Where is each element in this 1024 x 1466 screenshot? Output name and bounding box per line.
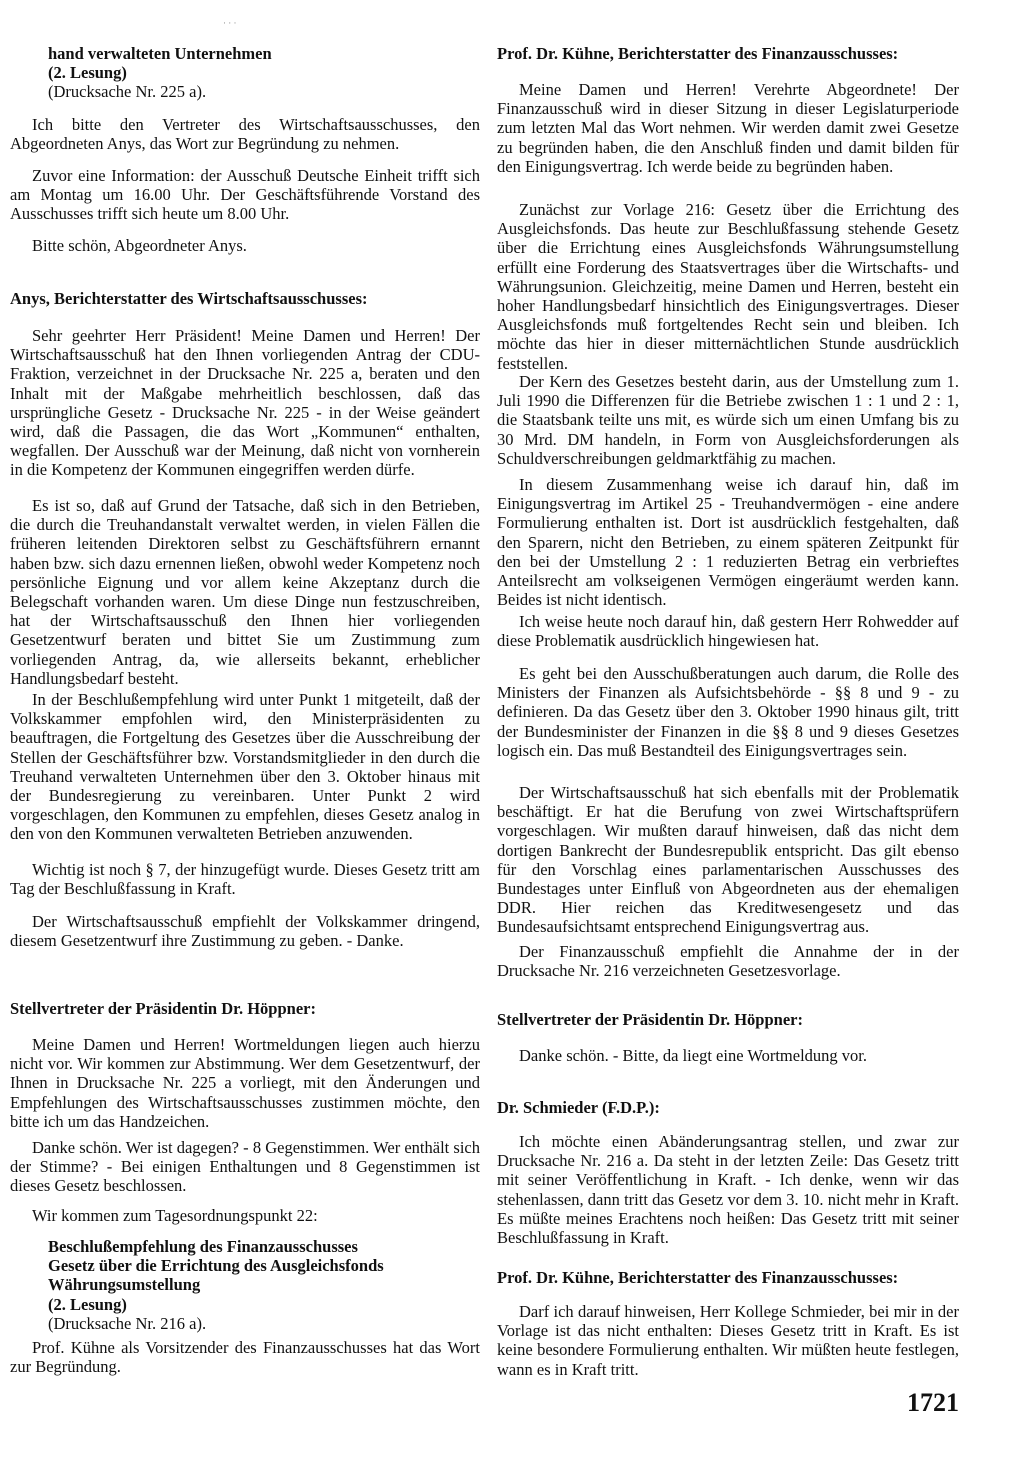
item-b-line-1: Beschlußempfehlung des Finanzausschusses [48, 1237, 358, 1256]
speaker-heading: Dr. Schmieder (F.D.P.): [497, 1098, 660, 1117]
paragraph: In diesem Zusammenhang weise ich darauf hin, daß im Einigungsvertrag im Artikel 25 - Treuhandvermögen - eine andere Formulierung enthalten ist. Dort ist ausdrücklich festgehalten, daß den Sparern, nicht den Betrieben, zu einem späteren Zeitpunkt für den bei der Umstellung 2 : 1 reduzierten Betrag ein verbrieftes Anteilsrecht am volkseigenen Vermögen eingeräumt werden kann. Beides ist nicht identisch. [497, 475, 959, 610]
agenda-item-b [10, 1237, 518, 1333]
page-number: 1721 [907, 1388, 959, 1417]
paragraph: Der Wirtschaftsausschuß hat sich ebenfalls mit der Problematik beschäftigt. Er hat die Berufung von zwei Wirtschaftsprüfern vorgeschlagen. Wir mußten darauf hinweisen, daß das nicht dem dortigen Bankrecht der Bundesrepublik entspricht. Das gilt ebenso für den Vorschlag eines parlamentarischen Ausschusses des Bundestages unter Einfluß von Abgeordneten aus der ehemaligen DDR. Hier reichen das Kreditwesengesetz und das Bundesaufsichtsamt entsprechend Einigungsvertrag aus. [497, 783, 959, 937]
paragraph: Danke schön. Wer ist dagegen? - 8 Gegenstimmen. Wer enthält sich der Stimme? - Bei einigen Enthaltungen und 8 Gegenstimmen ist dieses Gesetz beschlossen. [10, 1138, 480, 1196]
paragraph: Der Finanzausschuß empfiehlt die Annahme der in der Drucksache Nr. 216 verzeichneten Gesetzesvorlage. [497, 942, 959, 981]
item-b-line-2: Gesetz über die Errichtung des Ausgleichsfonds [48, 1256, 384, 1276]
paragraph: Ich möchte einen Abänderungsantrag stellen, und zwar zur Drucksache Nr. 216 a. Da steht in der letzten Zeile: Das Gesetz tritt mit seiner Veröffentlichung in Kraft. - Ich denke, wenn wir das stehenlassen, dann tritt das Gesetz vor dem 3. 10. nicht mehr in Kraft. Es müßte meines Erachtens noch heißen: Das Gesetz tritt mit seiner Beschlußfassung in Kraft. [497, 1132, 959, 1248]
agenda-item-a [10, 44, 518, 102]
paragraph: Sehr geehrter Herr Präsident! Meine Damen und Herren! Der Wirtschaftsausschuß hat den Ihnen vorliegenden Antrag der CDU-Fraktion, verzeichnet in der Drucksache Nr. 225 a, beraten und den Inhalt mit der Maßgabe mehrheitlich beschlossen, daß das ursprüngliche Gesetz - Drucksache Nr. 225 - in der Weise geändert wird, daß die Passagen, die das Wort „Kommunen“ enthalten, wegfallen. Der Ausschuß war der Meinung, daß nicht von vornherein in die Kompetenz der Kommunen eingegriffen werden dürfe. [10, 326, 480, 480]
paragraph: Der Kern des Gesetzes besteht darin, aus der Umstellung zum 1. Juli 1990 die Differenzen für die Betriebe zwischen 1 : 1 und 2 : 1, die Staatsbank teilte uns mit, es würde sich um einen Umfang bis zu 30 Mrd. DM handeln, in Form von Ausgleichsforderungen als Schuldverschreibungen geldmarktfähig zu machen. [497, 372, 959, 468]
paragraph: Meine Damen und Herren! Verehrte Abgeordnete! Der Finanzausschuß wird in dieser Sitzung in dieser Legislaturperiode zum letzten Mal das Wort nehmen. Wir werden damit zwei Gesetze zu begründen haben, die den Anschluß finden und damit bilden für den Einigungsvertrag. Ich werde beide zu begründen haben. [497, 80, 959, 176]
item-a-line-2: (2. Lesung) [48, 63, 127, 83]
speaker-heading: Stellvertreter der Präsidentin Dr. Höppner: [10, 999, 316, 1018]
paragraph: Ich weise heute noch darauf hin, daß gestern Herr Rohwedder auf diese Problematik ausdrücklich hingewiesen hat. [497, 612, 959, 651]
paragraph: Es geht bei den Ausschußberatungen auch darum, die Rolle des Ministers der Finanzen als Aufsichtsbehörde - §§ 8 und 9 - zu definieren. Da das Gesetz über den 3. Oktober 1990 hinaus gilt, tritt der Bundesminister der Finanzen in die §§ 8 und 9 dieses Gesetzes logisch ein. Das muß Bestandteil des Einigungsvertrages sein. [497, 664, 959, 760]
paragraph: In der Beschlußempfehlung wird unter Punkt 1 mitgeteilt, daß der Volkskammer empfohlen wird, den Ministerpräsidenten zu beauftragen, die Fortgeltung des Gesetzes über die Ausschreibung der Stellen der Geschäftsführer bzw. Vorstandsmitglieder in den durch die Treuhand verwalteten Unternehmen über den 3. Oktober hinaus mit der Bundesregierung zu vereinbaren. Unter Punkt 2 wird vorgeschlagen, den Kommunen zu empfehlen, dieses Gesetz analog in den von den Kommunen verwalteten Betrieben anzuwenden. [10, 690, 480, 844]
speaker-heading: Stellvertreter der Präsidentin Dr. Höppner: [497, 1010, 803, 1029]
item-b-line-4: (2. Lesung) [48, 1294, 127, 1314]
item-a-line-1: hand verwalteten Unternehmen [48, 44, 272, 63]
item-b-line-5: (Drucksache Nr. 216 a). [48, 1313, 207, 1333]
paragraph: Zunächst zur Vorlage 216: Gesetz über die Errichtung des Ausgleichsfonds. Das heute zur Beschlußfassung stehende Gesetz über die Errichtung eines Ausgleichsfonds Währungsumstellung erfüllt eine Forderung des Staatsvertrages über die Wirtschafts- und Währungsunion. Gleichzeitig, meine Damen und Herren, besteht ein hoher Handlungsbedarf hinsichtlich des Einigungsvertrages. Dieser Ausgleichsfonds muß fortgeltendes Recht sein und bleiben. Ich möchte das hier in dieser mitternächtlichen Stunde ausdrücklich feststellen. [497, 200, 959, 373]
speaker-heading: Prof. Dr. Kühne, Berichterstatter des Finanzausschusses: [497, 44, 899, 63]
speaker-heading: Anys, Berichterstatter des Wirtschaftsausschusses: [10, 289, 368, 308]
paragraph: Der Wirtschaftsausschuß empfiehlt der Volkskammer dringend, diesem Gesetzentwurf ihre Zustimmung zu geben. - Danke. [10, 912, 480, 951]
item-b-line-3: Währungsumstellung [48, 1275, 201, 1295]
paragraph: Ich bitte den Vertreter des Wirtschaftsausschusses, den Abgeordneten Anys, das Wort zur Begründung zu nehmen. [10, 115, 480, 154]
speaker-heading: Prof. Dr. Kühne, Berichterstatter des Finanzausschusses: [497, 1268, 899, 1287]
scan-mark: · · · [223, 18, 237, 28]
paragraph: Bitte schön, Abgeordneter Anys. [32, 236, 247, 255]
item-a-line-3: (Drucksache Nr. 225 a). [48, 82, 207, 102]
paragraph: Danke schön. - Bitte, da liegt eine Wortmeldung vor. [519, 1046, 867, 1065]
paragraph: Wichtig ist noch § 7, der hinzugefügt wurde. Dieses Gesetz tritt am Tag der Beschlußfassung in Kraft. [10, 860, 480, 899]
paragraph: Wir kommen zum Tagesordnungspunkt 22: [32, 1206, 318, 1225]
paragraph: Es ist so, daß auf Grund der Tatsache, daß sich in den Betrieben, die durch die Treuhandanstalt verwaltet werden, in vielen Fällen die früheren leitenden Direktoren selbst zu Geschäftsführern ernannt haben bzw. sich dazu ernennen ließen, obwohl weder Kompetenz noch persönliche Eignung und vor allem keine Akzeptanz durch die Belegschaft vorhanden waren. Um diese Dinge nun festzuschreiben, hat der Wirtschaftsausschuß den Ihnen hier vorliegenden Gesetzentwurf beraten und bittet Sie um Zustimmung zum vorliegenden Antrag, da, wie allerseits bekannt, erheblicher Handlungsbedarf besteht. [10, 496, 480, 688]
paragraph: Darf ich darauf hinweisen, Herr Kollege Schmieder, bei mir in der Vorlage ist das nicht enthalten: Dieses Gesetz tritt in Kraft. Es ist keine besondere Formulierung enthalten. Wir müßten heute festlegen, wann es in Kraft tritt. [497, 1302, 959, 1379]
paragraph: Prof. Kühne als Vorsitzender des Finanzausschusses hat das Wort zur Begründung. [10, 1338, 480, 1377]
paragraph: Zuvor eine Information: der Ausschuß Deutsche Einheit trifft sich am Montag um 16.00 Uhr. Der Geschäftsführende Vorstand des Ausschusses trifft sich heute um 8.00 Uhr. [10, 166, 480, 224]
paragraph: Meine Damen und Herren! Wortmeldungen liegen auch hierzu nicht vor. Wir kommen zur Abstimmung. Wer dem Gesetzentwurf, der Ihnen in Drucksache Nr. 225 a vorliegt, mit den Änderungen und Empfehlungen des Wirtschaftsausschusses zustimmen möchte, den bitte ich um das Handzeichen. [10, 1035, 480, 1131]
